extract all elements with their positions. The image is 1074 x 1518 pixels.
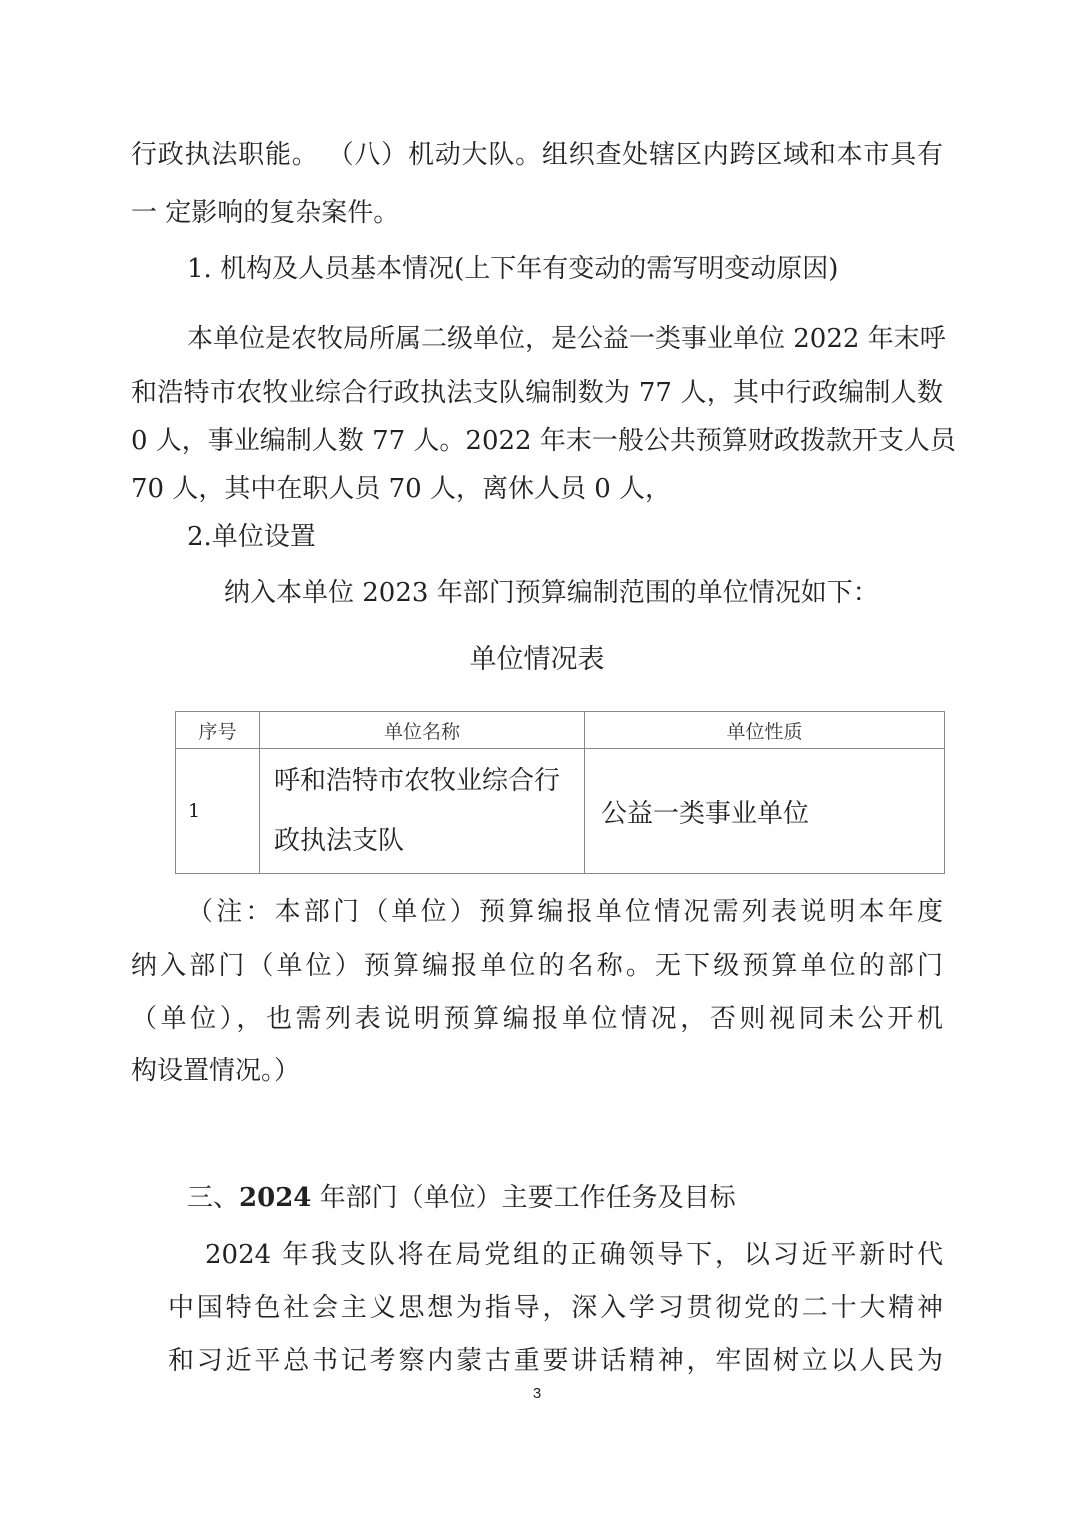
paragraph-line: 本单位是农牧局所属二级单位，是公益一类事业单位 2022 年末呼 (187, 324, 946, 354)
header-unit-type: 单位性质 (585, 712, 945, 749)
paragraph-line: 0 人，事业编制人数 77 人。2022 年末一般公共预算财政拨款开支人员 (131, 426, 956, 456)
section-heading-1: 1. 机构及人员基本情况(上下年有变动的需写明变动原因) (187, 254, 839, 284)
heading-text: 年部门（单位）主要工作任务及目标 (311, 1183, 736, 1213)
paragraph-line: 纳入本单位 2023 年部门预算编制范围的单位情况如下： (224, 578, 879, 608)
section-heading-3 (187, 1185, 736, 1211)
note-line: （注：本部门（单位）预算编报单位情况需列表说明本年度 (187, 897, 943, 927)
heading-year: 2024 (239, 1183, 312, 1213)
paragraph-line: 70 人，其中在职人员 70 人，离休人员 0 人， (131, 474, 672, 504)
unit-table (175, 711, 945, 874)
note-line: 构设置情况。） (131, 1056, 301, 1086)
paragraph-line: 2024 年我支队将在局党组的正确领导下，以习近平新时代 (205, 1240, 943, 1270)
heading-prefix: 三、 (187, 1183, 240, 1213)
paragraph-line: 中国特色社会主义思想为指导，深入学习贯彻党的二十大精神 (168, 1293, 943, 1323)
cell-index: 1 (176, 749, 260, 874)
paragraph-line: 行政执法职能。 （八）机动大队。组织查处辖区内跨区域和本市具有 (131, 140, 943, 170)
table-title: 单位情况表 (469, 644, 605, 675)
cell-unit-name: 呼和浩特市农牧业综合行政执法支队 (260, 749, 585, 874)
page-number: 3 (532, 1385, 542, 1402)
header-unit-name: 单位名称 (260, 712, 585, 749)
table-row (176, 749, 945, 874)
section-heading-2: 2.单位设置 (187, 522, 316, 552)
cell-unit-type: 公益一类事业单位 (585, 749, 945, 874)
paragraph-line: 和习近平总书记考察内蒙古重要讲话精神，牢固树立以人民为 (168, 1346, 943, 1376)
paragraph-line: 一 定影响的复杂案件。 (131, 198, 400, 228)
note-line: （单位），也需列表说明预算编报单位情况，否则视同未公开机 (131, 1004, 943, 1034)
note-line: 纳入部门（单位）预算编报单位的名称。无下级预算单位的部门 (131, 951, 943, 981)
header-index: 序号 (176, 712, 260, 749)
paragraph-line: 和浩特市农牧业综合行政执法支队编制数为 77 人，其中行政编制人数 (131, 378, 943, 408)
table-header-row (176, 712, 945, 749)
